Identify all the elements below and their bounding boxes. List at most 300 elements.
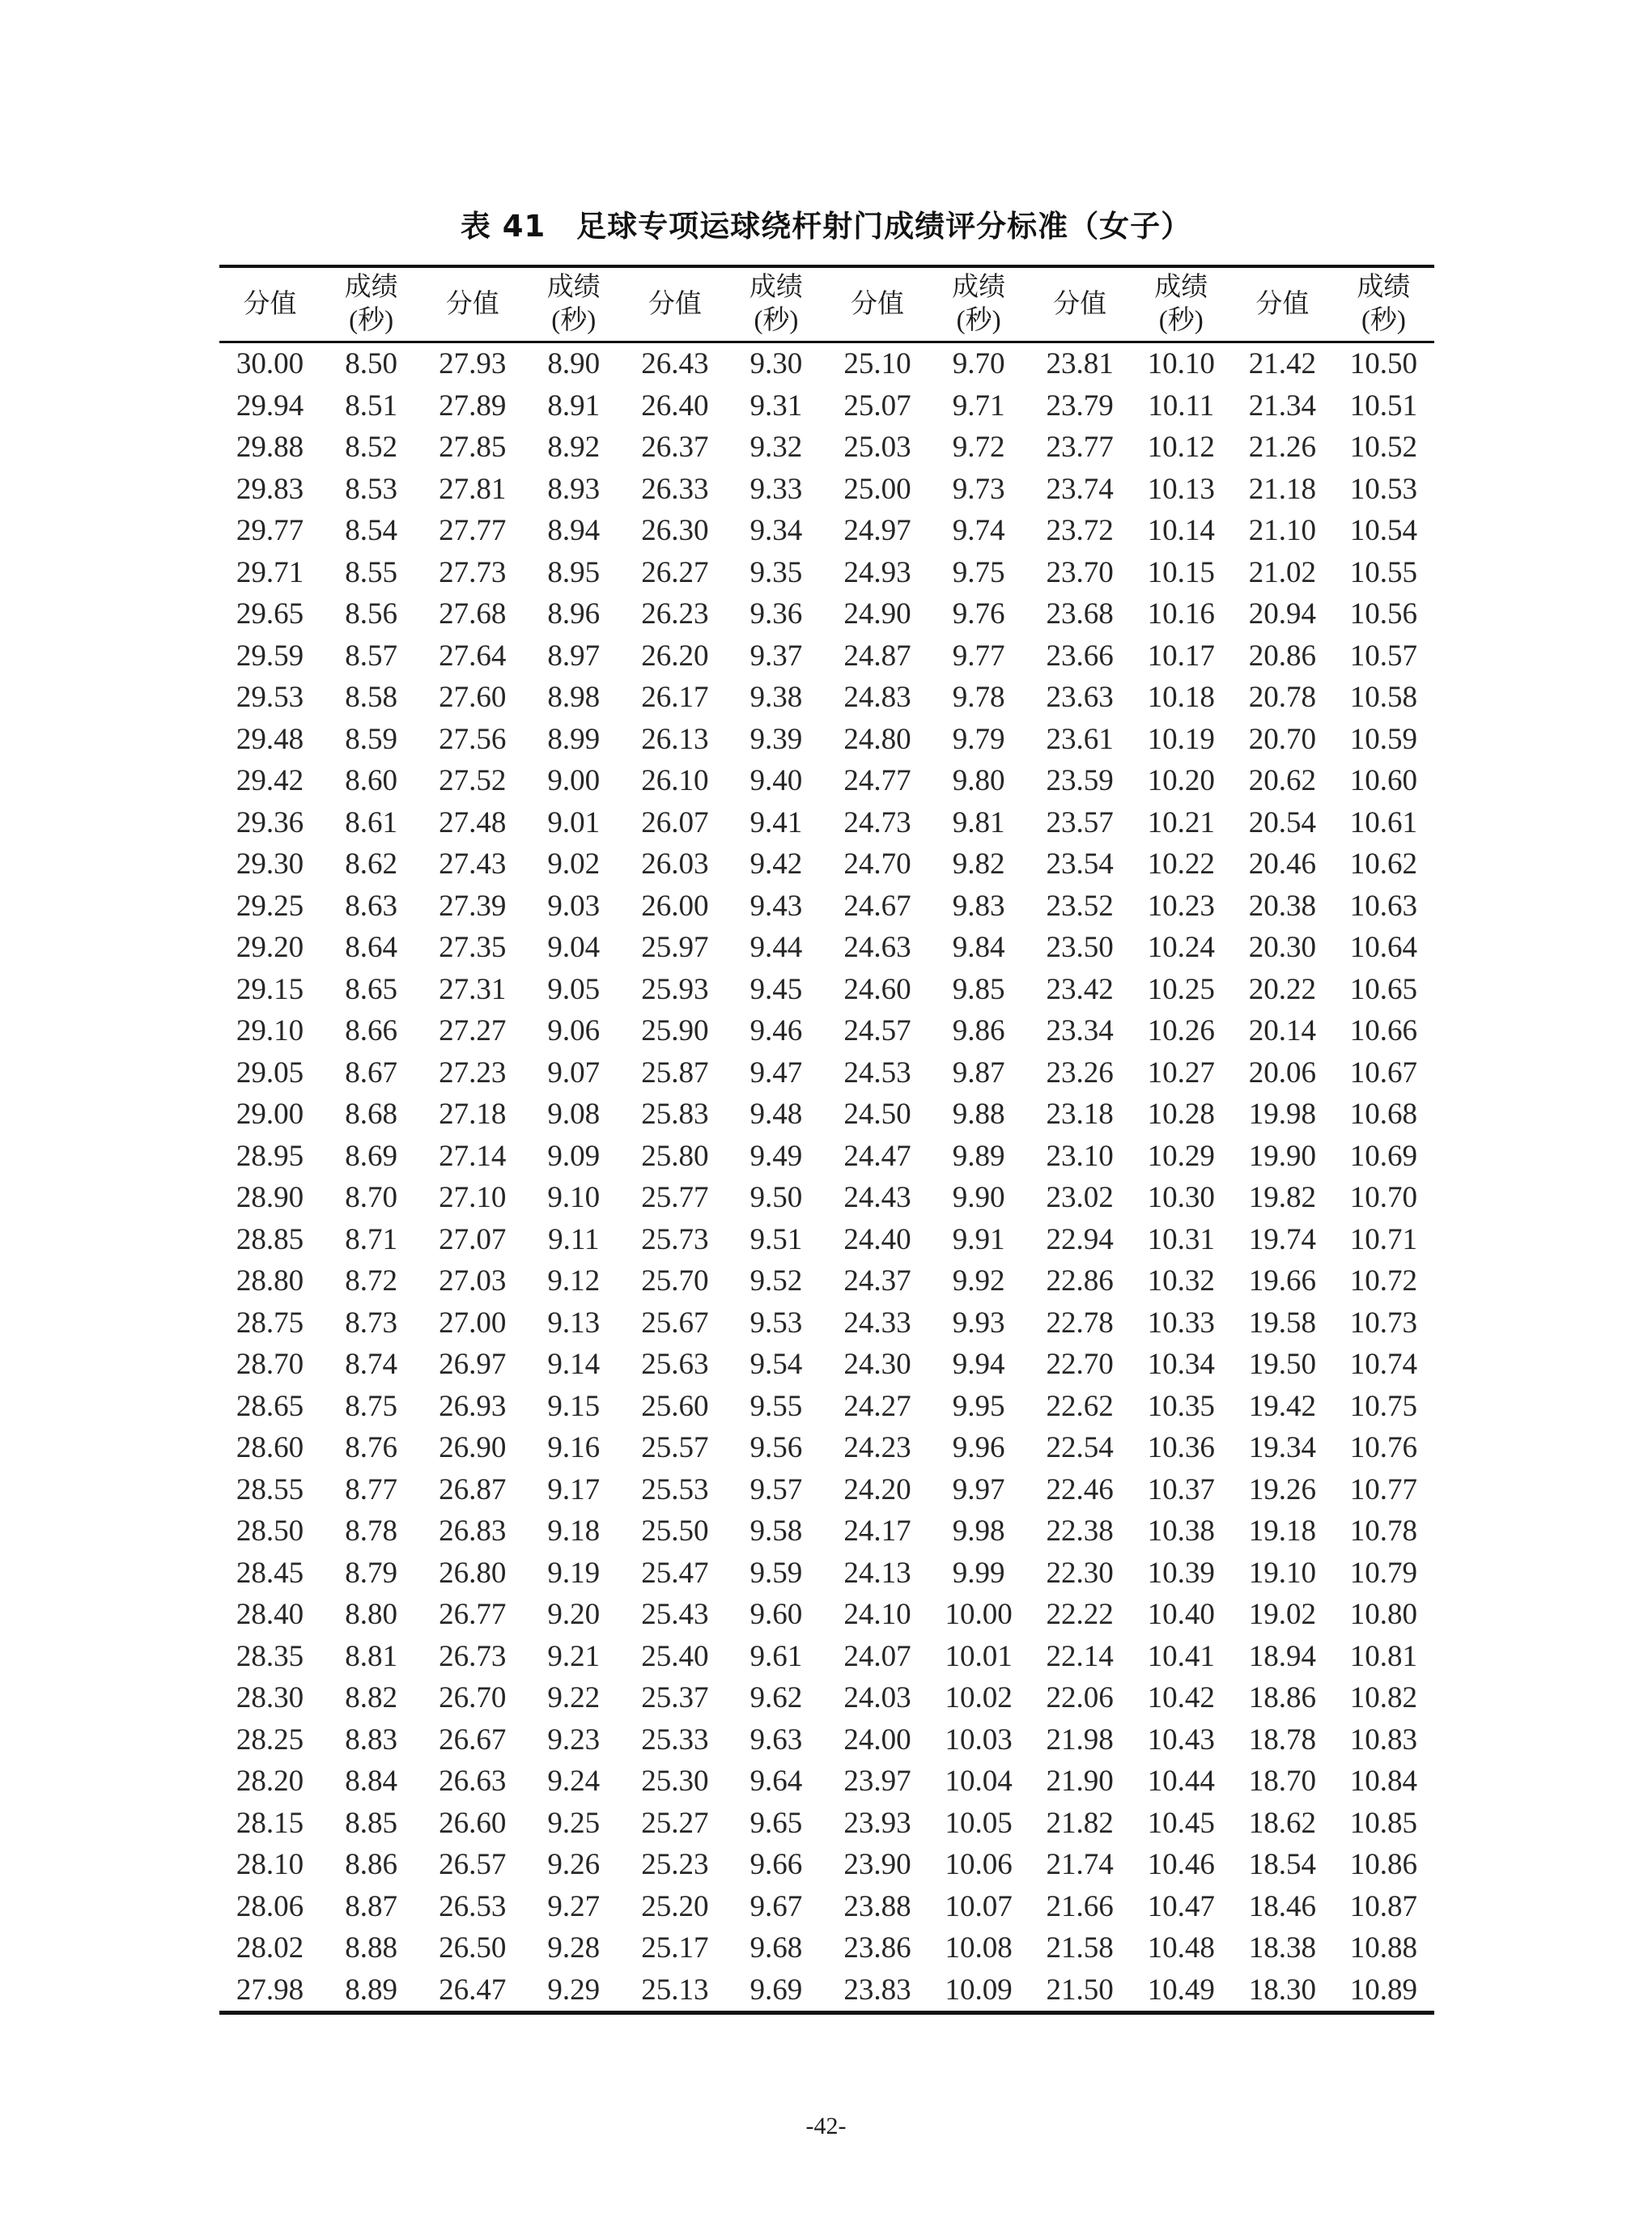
table-row <box>219 1969 1434 2013</box>
cell-time: 8.76 <box>345 1431 397 1465</box>
cell-time: 9.39 <box>750 722 803 756</box>
cell-score: 24.70 <box>843 847 911 881</box>
cell-score: 23.83 <box>843 1973 911 2007</box>
cell-time: 10.20 <box>1147 764 1215 798</box>
table-row <box>219 1052 1434 1094</box>
cell-score: 29.48 <box>236 722 304 756</box>
table-row <box>219 552 1434 594</box>
cell-time: 8.88 <box>345 1931 397 1965</box>
cell-time: 10.80 <box>1349 1598 1418 1632</box>
cell-score: 19.74 <box>1248 1222 1316 1256</box>
cell-score: 26.23 <box>641 597 709 631</box>
column-header-time: 成绩 (秒) <box>321 266 422 342</box>
cell-score: 24.10 <box>843 1598 911 1632</box>
cell-time: 9.57 <box>750 1472 803 1506</box>
cell-score: 22.54 <box>1046 1431 1114 1465</box>
cell-score: 23.42 <box>1046 972 1114 1006</box>
cell-time: 10.77 <box>1349 1472 1418 1506</box>
cell-time: 9.74 <box>952 514 1005 548</box>
cell-score: 23.77 <box>1046 431 1114 465</box>
cell-score: 21.26 <box>1248 431 1316 465</box>
table-row <box>219 1136 1434 1178</box>
table-row <box>219 1803 1434 1845</box>
cell-time: 8.74 <box>345 1348 397 1382</box>
cell-score: 24.53 <box>843 1056 911 1090</box>
cell-time: 8.67 <box>345 1056 397 1090</box>
cell-time: 9.70 <box>952 347 1005 381</box>
cell-score: 27.98 <box>236 1973 304 2007</box>
cell-score: 25.33 <box>641 1723 709 1757</box>
table-row <box>219 635 1434 678</box>
cell-score: 26.87 <box>439 1472 507 1506</box>
cell-time: 10.01 <box>945 1639 1013 1673</box>
cell-time: 9.88 <box>952 1098 1005 1132</box>
cell-score: 19.26 <box>1248 1472 1316 1506</box>
cell-time: 8.61 <box>345 805 397 839</box>
cell-score: 25.07 <box>843 389 911 423</box>
cell-score: 20.22 <box>1248 972 1316 1006</box>
cell-time: 9.30 <box>750 347 803 381</box>
cell-score: 23.70 <box>1046 555 1114 589</box>
cell-time: 9.81 <box>952 805 1005 839</box>
cell-time: 8.90 <box>547 347 601 381</box>
cell-time: 10.31 <box>1147 1222 1215 1256</box>
cell-time: 9.03 <box>547 889 601 923</box>
cell-time: 8.85 <box>345 1806 397 1840</box>
cell-time: 9.35 <box>750 555 803 589</box>
cell-score: 27.81 <box>439 472 507 506</box>
cell-score: 19.42 <box>1248 1389 1316 1423</box>
table-row <box>219 342 1434 385</box>
cell-score: 26.57 <box>439 1848 507 1882</box>
cell-time: 9.61 <box>750 1639 803 1673</box>
cell-score: 26.53 <box>439 1889 507 1923</box>
cell-score: 26.17 <box>641 681 709 715</box>
cell-time: 10.73 <box>1349 1306 1418 1340</box>
column-header-time: 成绩 (秒) <box>928 266 1030 342</box>
cell-time: 9.18 <box>547 1514 601 1548</box>
cell-time: 10.03 <box>945 1723 1013 1757</box>
cell-time: 10.54 <box>1349 514 1418 548</box>
cell-score: 22.46 <box>1046 1472 1114 1506</box>
cell-score: 24.80 <box>843 722 911 756</box>
cell-time: 8.65 <box>345 972 397 1006</box>
cell-score: 29.00 <box>236 1098 304 1132</box>
cell-score: 19.66 <box>1248 1264 1316 1298</box>
cell-score: 24.37 <box>843 1264 911 1298</box>
cell-time: 9.45 <box>750 972 803 1006</box>
cell-score: 27.10 <box>439 1181 507 1215</box>
cell-score: 21.18 <box>1248 472 1316 506</box>
cell-time: 10.23 <box>1147 889 1215 923</box>
cell-score: 18.62 <box>1248 1806 1316 1840</box>
cell-score: 27.43 <box>439 847 507 881</box>
cell-time: 8.93 <box>547 472 601 506</box>
cell-time: 8.86 <box>345 1848 397 1882</box>
cell-score: 28.40 <box>236 1598 304 1632</box>
cell-time: 10.27 <box>1147 1056 1215 1090</box>
cell-time: 8.81 <box>345 1639 397 1673</box>
cell-score: 20.86 <box>1248 639 1316 673</box>
table-row <box>219 719 1434 761</box>
cell-time: 8.54 <box>345 514 397 548</box>
cell-score: 25.87 <box>641 1056 709 1090</box>
cell-time: 9.43 <box>750 889 803 923</box>
cell-time: 9.69 <box>750 1973 803 2007</box>
cell-time: 10.78 <box>1349 1514 1418 1548</box>
cell-time: 9.34 <box>750 514 803 548</box>
cell-score: 23.59 <box>1046 764 1114 798</box>
cell-score: 25.53 <box>641 1472 709 1506</box>
cell-score: 19.10 <box>1248 1556 1316 1590</box>
cell-time: 9.50 <box>750 1181 803 1215</box>
cell-score: 27.27 <box>439 1014 507 1048</box>
cell-score: 26.20 <box>641 639 709 673</box>
cell-score: 26.30 <box>641 514 709 548</box>
cell-score: 21.66 <box>1046 1889 1114 1923</box>
column-header-score: 分值 <box>624 266 725 342</box>
cell-time: 9.07 <box>547 1056 601 1090</box>
cell-score: 25.57 <box>641 1431 709 1465</box>
cell-time: 8.99 <box>547 722 601 756</box>
cell-score: 23.81 <box>1046 347 1114 381</box>
cell-time: 8.79 <box>345 1556 397 1590</box>
cell-score: 23.74 <box>1046 472 1114 506</box>
cell-score: 26.97 <box>439 1348 507 1382</box>
cell-time: 10.74 <box>1349 1348 1418 1382</box>
cell-score: 25.27 <box>641 1806 709 1840</box>
cell-score: 29.83 <box>236 472 304 506</box>
cell-time: 9.98 <box>952 1514 1005 1548</box>
cell-score: 25.23 <box>641 1848 709 1882</box>
table-row <box>219 886 1434 928</box>
cell-score: 24.77 <box>843 764 911 798</box>
cell-score: 27.64 <box>439 639 507 673</box>
cell-score: 26.67 <box>439 1723 507 1757</box>
table-row <box>219 1844 1434 1886</box>
cell-time: 9.02 <box>547 847 601 881</box>
cell-score: 24.60 <box>843 972 911 1006</box>
cell-score: 19.18 <box>1248 1514 1316 1548</box>
cell-time: 9.48 <box>750 1098 803 1132</box>
cell-score: 22.70 <box>1046 1348 1114 1382</box>
cell-time: 10.75 <box>1349 1389 1418 1423</box>
cell-time: 10.45 <box>1147 1806 1215 1840</box>
cell-score: 28.75 <box>236 1306 304 1340</box>
cell-time: 10.46 <box>1147 1848 1215 1882</box>
page-number: -42- <box>805 2113 847 2139</box>
cell-score: 27.00 <box>439 1306 507 1340</box>
cell-score: 27.89 <box>439 389 507 423</box>
cell-time: 9.65 <box>750 1806 803 1840</box>
cell-time: 8.89 <box>345 1973 397 2007</box>
cell-time: 9.23 <box>547 1723 601 1757</box>
cell-time: 10.28 <box>1147 1098 1215 1132</box>
cell-score: 23.66 <box>1046 639 1114 673</box>
cell-score: 29.88 <box>236 431 304 465</box>
cell-score: 28.45 <box>236 1556 304 1590</box>
cell-score: 26.63 <box>439 1765 507 1799</box>
cell-time: 9.20 <box>547 1598 601 1632</box>
cell-time: 9.55 <box>750 1389 803 1423</box>
cell-time: 9.06 <box>547 1014 601 1048</box>
cell-score: 23.86 <box>843 1931 911 1965</box>
cell-time: 8.73 <box>345 1306 397 1340</box>
cell-time: 9.52 <box>750 1264 803 1298</box>
cell-time: 9.17 <box>547 1472 601 1506</box>
cell-time: 8.96 <box>547 597 601 631</box>
cell-score: 21.50 <box>1046 1973 1114 2007</box>
cell-time: 10.68 <box>1349 1098 1418 1132</box>
cell-score: 26.73 <box>439 1639 507 1673</box>
table-row <box>219 1636 1434 1678</box>
cell-time: 9.29 <box>547 1973 601 2007</box>
cell-score: 27.14 <box>439 1139 507 1173</box>
cell-score: 27.35 <box>439 931 507 965</box>
cell-score: 21.98 <box>1046 1723 1114 1757</box>
cell-time: 10.24 <box>1147 931 1215 965</box>
cell-score: 26.13 <box>641 722 709 756</box>
cell-time: 9.84 <box>952 931 1005 965</box>
cell-time: 8.77 <box>345 1472 397 1506</box>
table-row <box>219 385 1434 427</box>
cell-time: 9.85 <box>952 972 1005 1006</box>
cell-score: 27.07 <box>439 1222 507 1256</box>
cell-score: 23.63 <box>1046 681 1114 715</box>
cell-score: 18.94 <box>1248 1639 1316 1673</box>
cell-time: 9.36 <box>750 597 803 631</box>
cell-score: 23.57 <box>1046 805 1114 839</box>
cell-score: 28.95 <box>236 1139 304 1173</box>
cell-time: 10.88 <box>1349 1931 1418 1965</box>
cell-time: 9.04 <box>547 931 601 965</box>
cell-time: 10.72 <box>1349 1264 1418 1298</box>
cell-score: 23.54 <box>1046 847 1114 881</box>
cell-score: 24.97 <box>843 514 911 548</box>
cell-time: 9.77 <box>952 639 1005 673</box>
table-row <box>219 1344 1434 1386</box>
cell-time: 9.71 <box>952 389 1005 423</box>
cell-time: 9.38 <box>750 681 803 715</box>
cell-time: 9.76 <box>952 597 1005 631</box>
cell-score: 24.50 <box>843 1098 911 1132</box>
column-header-time: 成绩 (秒) <box>1333 266 1434 342</box>
cell-time: 9.62 <box>750 1681 803 1715</box>
cell-score: 24.90 <box>843 597 911 631</box>
cell-time: 8.68 <box>345 1098 397 1132</box>
cell-time: 9.31 <box>750 389 803 423</box>
cell-time: 10.67 <box>1349 1056 1418 1090</box>
cell-score: 23.61 <box>1046 722 1114 756</box>
cell-score: 23.97 <box>843 1765 911 1799</box>
cell-time: 10.62 <box>1349 847 1418 881</box>
column-header-time: 成绩 (秒) <box>725 266 826 342</box>
cell-score: 28.70 <box>236 1348 304 1382</box>
table-row <box>219 469 1434 511</box>
cell-time: 8.78 <box>345 1514 397 1548</box>
cell-score: 26.93 <box>439 1389 507 1423</box>
cell-time: 9.47 <box>750 1056 803 1090</box>
cell-score: 18.30 <box>1248 1973 1316 2007</box>
cell-score: 29.25 <box>236 889 304 923</box>
cell-score: 20.46 <box>1248 847 1316 881</box>
cell-score: 19.02 <box>1248 1598 1316 1632</box>
cell-time: 8.87 <box>345 1889 397 1923</box>
cell-time: 9.56 <box>750 1431 803 1465</box>
cell-time: 10.50 <box>1349 347 1418 381</box>
cell-time: 10.14 <box>1147 514 1215 548</box>
cell-score: 25.97 <box>641 931 709 965</box>
cell-score: 24.67 <box>843 889 911 923</box>
cell-score: 29.94 <box>236 389 304 423</box>
cell-time: 10.22 <box>1147 847 1215 881</box>
cell-score: 24.03 <box>843 1681 911 1715</box>
cell-time: 8.69 <box>345 1139 397 1173</box>
cell-score: 28.55 <box>236 1472 304 1506</box>
cell-time: 9.10 <box>547 1181 601 1215</box>
cell-score: 20.94 <box>1248 597 1316 631</box>
column-header-time: 成绩 (秒) <box>1131 266 1232 342</box>
cell-score: 27.60 <box>439 681 507 715</box>
cell-score: 29.20 <box>236 931 304 965</box>
table-row <box>219 927 1434 969</box>
cell-score: 25.03 <box>843 431 911 465</box>
cell-score: 23.50 <box>1046 931 1114 965</box>
cell-time: 9.19 <box>547 1556 601 1590</box>
cell-score: 22.22 <box>1046 1598 1114 1632</box>
cell-time: 9.95 <box>952 1389 1005 1423</box>
cell-score: 18.70 <box>1248 1765 1316 1799</box>
cell-time: 8.94 <box>547 514 601 548</box>
cell-score: 28.35 <box>236 1639 304 1673</box>
cell-time: 9.13 <box>547 1306 601 1340</box>
cell-score: 27.48 <box>439 805 507 839</box>
cell-score: 26.33 <box>641 472 709 506</box>
cell-time: 8.51 <box>345 389 397 423</box>
table-row <box>219 802 1434 844</box>
cell-score: 24.40 <box>843 1222 911 1256</box>
cell-time: 10.85 <box>1349 1806 1418 1840</box>
cell-score: 25.60 <box>641 1389 709 1423</box>
table-row <box>219 1719 1434 1761</box>
cell-time: 10.53 <box>1349 472 1418 506</box>
cell-time: 9.15 <box>547 1389 601 1423</box>
cell-score: 24.17 <box>843 1514 911 1548</box>
cell-time: 9.66 <box>750 1848 803 1882</box>
cell-score: 22.38 <box>1046 1514 1114 1548</box>
cell-time: 8.66 <box>345 1014 397 1048</box>
cell-score: 24.73 <box>843 805 911 839</box>
cell-time: 9.99 <box>952 1556 1005 1590</box>
cell-score: 29.53 <box>236 681 304 715</box>
cell-score: 24.13 <box>843 1556 911 1590</box>
cell-time: 10.70 <box>1349 1181 1418 1215</box>
cell-score: 21.34 <box>1248 389 1316 423</box>
cell-score: 29.65 <box>236 597 304 631</box>
cell-time: 10.11 <box>1148 389 1215 423</box>
cell-score: 28.60 <box>236 1431 304 1465</box>
cell-score: 26.83 <box>439 1514 507 1548</box>
cell-time: 9.49 <box>750 1139 803 1173</box>
cell-score: 26.37 <box>641 431 709 465</box>
cell-time: 9.40 <box>750 764 803 798</box>
cell-score: 26.50 <box>439 1931 507 1965</box>
cell-time: 9.97 <box>952 1472 1005 1506</box>
cell-score: 18.54 <box>1248 1848 1316 1882</box>
cell-score: 26.00 <box>641 889 709 923</box>
table-row <box>219 1094 1434 1136</box>
cell-time: 9.94 <box>952 1348 1005 1382</box>
cell-time: 9.54 <box>750 1348 803 1382</box>
cell-score: 30.00 <box>236 347 304 381</box>
cell-time: 8.92 <box>547 431 601 465</box>
cell-time: 10.69 <box>1349 1139 1418 1173</box>
cell-score: 21.82 <box>1046 1806 1114 1840</box>
cell-time: 9.58 <box>750 1514 803 1548</box>
cell-score: 24.57 <box>843 1014 911 1048</box>
cell-time: 10.59 <box>1349 722 1418 756</box>
cell-score: 24.27 <box>843 1389 911 1423</box>
cell-time: 10.07 <box>945 1889 1013 1923</box>
cell-time: 8.58 <box>345 681 397 715</box>
cell-score: 25.37 <box>641 1681 709 1715</box>
cell-time: 8.70 <box>345 1181 397 1215</box>
cell-time: 10.33 <box>1147 1306 1215 1340</box>
cell-time: 8.59 <box>345 722 397 756</box>
cell-time: 10.66 <box>1349 1014 1418 1048</box>
cell-score: 19.34 <box>1248 1431 1316 1465</box>
score-table <box>219 265 1434 2015</box>
cell-score: 26.80 <box>439 1556 507 1590</box>
cell-time: 9.05 <box>547 972 601 1006</box>
cell-time: 8.80 <box>345 1598 397 1632</box>
cell-score: 23.90 <box>843 1848 911 1882</box>
cell-score: 29.05 <box>236 1056 304 1090</box>
cell-time: 10.18 <box>1147 681 1215 715</box>
cell-time: 8.98 <box>547 681 601 715</box>
cell-time: 10.17 <box>1147 639 1215 673</box>
cell-time: 8.62 <box>345 847 397 881</box>
cell-time: 9.00 <box>547 764 601 798</box>
cell-time: 10.41 <box>1147 1639 1215 1673</box>
cell-time: 10.48 <box>1147 1931 1215 1965</box>
cell-score: 27.31 <box>439 972 507 1006</box>
cell-score: 25.13 <box>641 1973 709 2007</box>
cell-score: 25.93 <box>641 972 709 1006</box>
cell-time: 10.89 <box>1349 1973 1418 2007</box>
cell-time: 10.40 <box>1147 1598 1215 1632</box>
cell-score: 23.79 <box>1046 389 1114 423</box>
cell-time: 10.00 <box>945 1598 1013 1632</box>
cell-score: 26.10 <box>641 764 709 798</box>
cell-time: 9.42 <box>750 847 803 881</box>
cell-time: 9.09 <box>547 1139 601 1173</box>
cell-score: 20.70 <box>1248 722 1316 756</box>
cell-score: 28.50 <box>236 1514 304 1548</box>
cell-score: 24.23 <box>843 1431 911 1465</box>
cell-time: 10.63 <box>1349 889 1418 923</box>
cell-score: 27.85 <box>439 431 507 465</box>
table-row <box>219 1302 1434 1345</box>
cell-time: 9.60 <box>750 1598 803 1632</box>
table-row <box>219 1469 1434 1511</box>
cell-time: 9.41 <box>750 805 803 839</box>
cell-time: 9.59 <box>750 1556 803 1590</box>
cell-time: 10.79 <box>1349 1556 1418 1590</box>
cell-time: 9.32 <box>750 431 803 465</box>
cell-time: 9.33 <box>750 472 803 506</box>
cell-time: 8.57 <box>345 639 397 673</box>
